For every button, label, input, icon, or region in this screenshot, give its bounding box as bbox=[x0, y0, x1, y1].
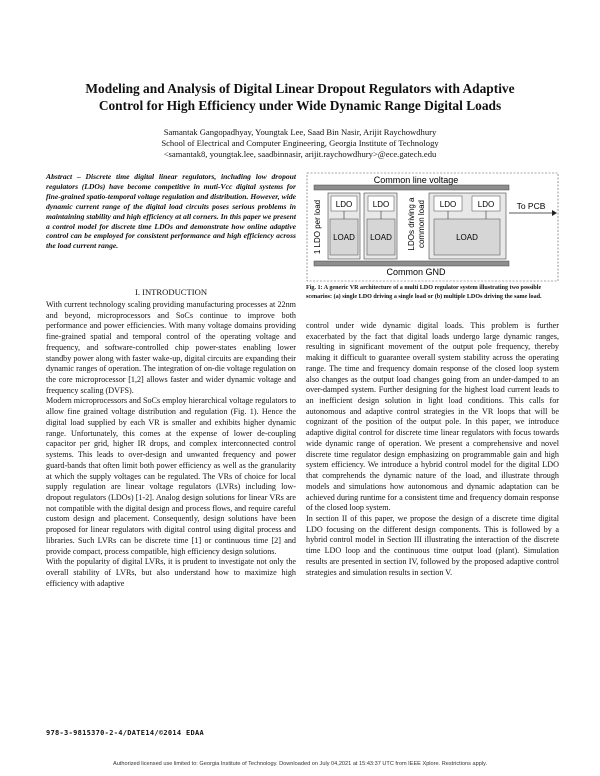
abstract-text: Abstract – Discrete time digital linear regulators, including low dropout regulators (LDOs) have become competitive in muti-Vcc digital systems for fine-grained spatio-temporal voltage regulation and distribution. However, wide dynamic current range of the digital load circuits poses serious problems in maintaining stability and high efficiency at all corners. In this paper we present a control model for discrete time LDOs and demonstrate how online adaptive control can be employed for consistent performance and high efficiency across the load current range. bbox=[46, 172, 296, 251]
author-block bbox=[90, 127, 510, 161]
common-line-bar bbox=[314, 185, 509, 190]
mid-label-2: common load bbox=[417, 199, 426, 249]
paragraph: In section II of this paper, we propose the design of a discrete time digital LDO focusing on the different design components. This is followed by a hybrid control model in Section III illustrating the interaction of the discrete time LDO loop and the continuous time output load (plant). Simulation results are presented in section IV, followed by the proposed adaptive control strategies and simulation results in section V. bbox=[306, 513, 559, 577]
paragraph: With current technology scaling providing manufacturing processes at 22nm and beyond, microprocessors and SoCs continue to improve both performance and power efficiencies. With many voltage domains providing fine-grained spatial and temporal control of the operating voltage and frequency, and software-controlled chip power-states enabling lower standby power along with faster wake-up, digital circuits are expanding their dynamic ranges of operation. The integration of on-die voltage regulation on the core microprocessor [1,2] allows faster and wider dynamic voltage and frequency scaling (DVFS). bbox=[46, 300, 296, 395]
load-label: LOAD bbox=[456, 233, 478, 242]
common-gnd-label: Common GND bbox=[386, 267, 446, 277]
common-line-label: Common line voltage bbox=[373, 175, 459, 185]
left-column-body bbox=[46, 300, 296, 589]
paragraph: Modern microprocessors and SoCs employ hierarchical voltage regulators to allow fine grained voltage distribution and regulation (Fig. 1). Hence the digital load supplied by each VR is smaller and exhibits higher dynamic range. Unfortunately, this comes at the expense of lower de-coupling capacitor per grid, higher IR drops, and complex interconnected control systems. This leads to over-design and unwanted frequency and power guard-bands that often limit both power efficiency as well as the granularity at which the supply voltages can be regulated. The VRs of choice for local supply regulation are linear voltage regulators (LVRs) including low-dropout regulators (LDOs) [1-2]. Analog design solutions for linear VRs are not compatible with the digital design and process flows, and require careful custom design and placement. Consequently, design solutions have been proposed for linear regulators with digital control using digital process and libraries. Such LVRs can be discrete time [1] or continuous time [2] and provide compact, process compatible, high efficiency design solutions. bbox=[46, 396, 296, 556]
section-heading-introduction: I. INTRODUCTION bbox=[134, 287, 208, 297]
paper-title bbox=[40, 80, 560, 114]
pcb-arrow-head bbox=[552, 210, 557, 216]
abstract bbox=[46, 172, 296, 251]
author-emails: <samantak8, youngtak.lee, saadbinnasir, arijit.raychowdhury>@ece.gatech.edu bbox=[163, 149, 437, 160]
paragraph: With the popularity of digital LVRs, it is prudent to investigate not only the overall stability of LVRs, but also understand how to maximize high efficiency with adaptive bbox=[46, 557, 296, 588]
figure-1-caption: Fig. 1: A generic VR architecture of a multi LDO regulator system illustrating two possible scenarios: (a) single LDO driving a single load or (b) multiple LDOs driving the same load. bbox=[306, 285, 542, 300]
load-label: LOAD bbox=[333, 233, 355, 242]
figure-1 bbox=[306, 172, 559, 282]
to-pcb-label: To PCB bbox=[516, 201, 546, 211]
author-affiliation: School of Electrical and Computer Engineering, Georgia Institute of Technology bbox=[161, 138, 439, 149]
ldo-label: LDO bbox=[439, 200, 457, 209]
ldo-label: LDO bbox=[372, 200, 390, 209]
copyright-code: 978-3-9815370-2-4/DATE14/©2014 EDAA bbox=[46, 729, 205, 737]
license-notice: Authorized licensed use limited to: Georgia Institute of Technology. Downloaded on July 04,2021 at 15:43:37 UTC from IEEE Xplore. Restrictions apply. bbox=[112, 761, 488, 767]
ldo-label: LDO bbox=[477, 200, 495, 209]
author-names: Samantak Gangopadhyay, Youngtak Lee, Saad Bin Nasir, Arijit Raychowdhury bbox=[163, 127, 437, 137]
paragraph: control under wide dynamic digital loads. This problem is further exacerbated by the fact that digital loads undergo large dynamic ranges, resulting in significant movement of the output pole frequency, thereby making it difficult to guarantee overall system stability across the operating range. The time and frequency domain response of the closed loop system also changes as the output load changes going from an under-damped to an over-damped system. Further designing for the highest load current leads to an inefficient design solution in light load conditions. This calls for autonomous and adaptive control strategies in the VR loops that will be cognizant of the position of the output pole. In this paper, we introduce adaptive digital control for discrete time linear regulators with focus towards wide dynamic range of operation. We present a comprehensive and novel discrete time regulator design emphasizing on programmable gain and high system efficiency. We introduce a hybrid control model for the digital LDO that comprehends the dynamic nature of the load, and illustrate through models and simulations how autonomous and dynamic adaptation can be achieved during runtime for a consistent time and frequency domain response of the closed loop system. bbox=[306, 321, 559, 513]
title-line-1: Modeling and Analysis of Digital Linear Dropout Regulators with Adaptive bbox=[85, 81, 515, 96]
figure-1-diagram bbox=[306, 172, 559, 282]
load-label: LOAD bbox=[370, 233, 392, 242]
ldo-label: LDO bbox=[335, 200, 353, 209]
mid-label-1: LDOs driving a bbox=[407, 197, 416, 251]
title-line-2: Control for High Efficiency under Wide Dynamic Range Digital Loads bbox=[98, 98, 502, 113]
common-gnd-bar bbox=[314, 261, 509, 266]
right-column-body bbox=[306, 321, 559, 578]
left-group-label: 1 LDO per load bbox=[313, 199, 322, 255]
